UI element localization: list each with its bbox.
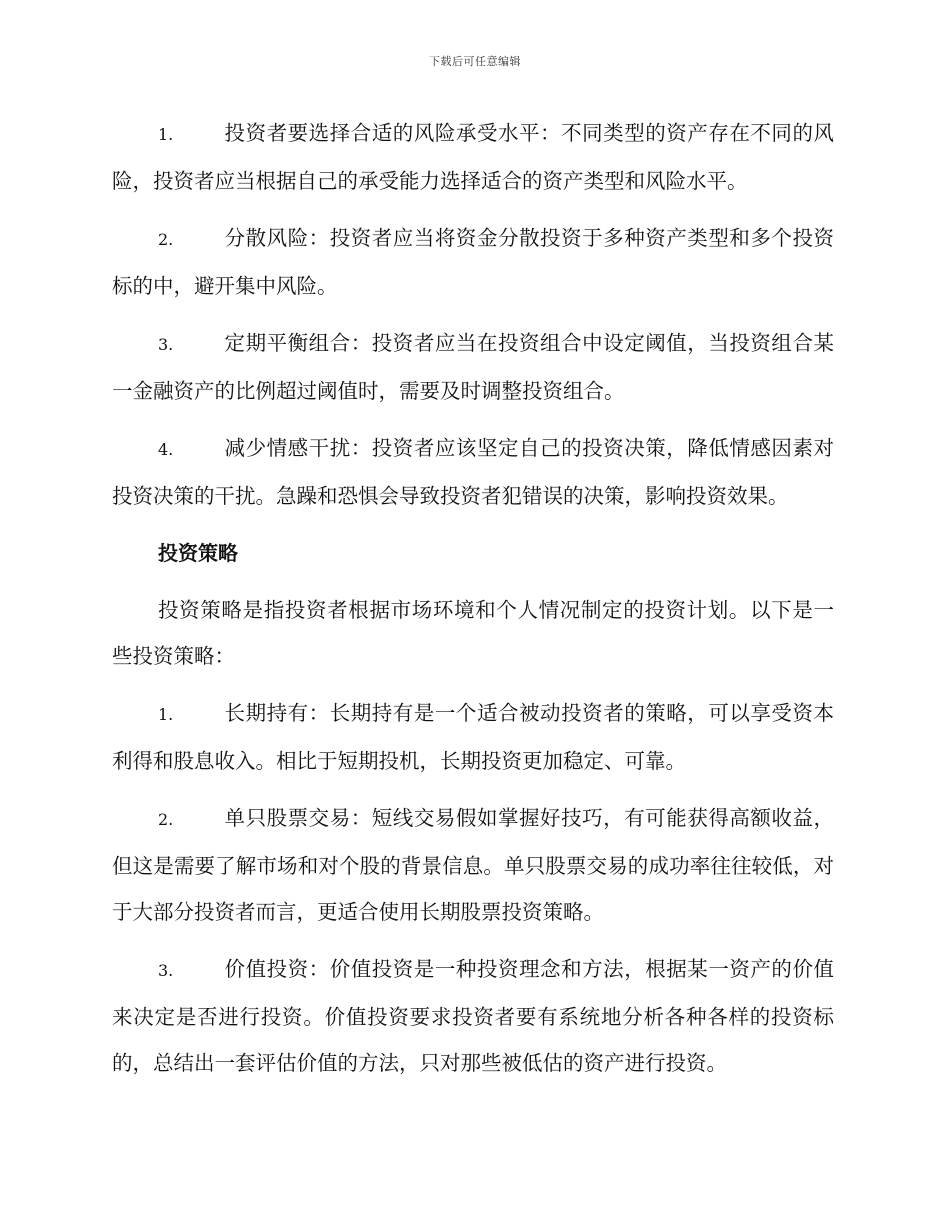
list-item [112,320,834,414]
list-item [112,215,834,309]
list-item [112,425,834,519]
list-text: 价值投资：价值投资是一种投资理念和方法，根据某一资产的价值来决定是否进行投资。价值投资要求投资者要有系统地分析各种各样的投资标的，总结出一套评估价值的方法，只对那些被低估的资产进行投资。 [112,957,834,1075]
list-item [112,690,834,784]
list-number: 2. [158,810,174,829]
list-number: 1. [158,125,174,144]
list-text: 定期平衡组合：投资者应当在投资组合中设定阈值，当投资组合某一金融资产的比例超过阈值时，需要及时调整投资组合。 [112,331,834,403]
list-text: 单只股票交易：短线交易假如掌握好技巧，有可能获得高额收益，但这是需要了解市场和对个股的背景信息。单只股票交易的成功率往往较低，对于大部分投资者而言，更适合使用长期股票投资策略。 [112,806,834,924]
section-intro: 投资策略是指投资者根据市场环境和个人情况制定的投资计划。以下是一些投资策略： [112,598,834,668]
list-number: 4. [158,440,174,459]
list-number: 3. [158,335,174,354]
header-note: 下载后可任意编辑 [429,55,521,68]
list-item [112,110,834,204]
list-text: 减少情感干扰：投资者应该坚定自己的投资决策，降低情感因素对投资决策的干扰。急躁和恐惧会导致投资者犯错误的决策，影响投资效果。 [112,436,834,508]
list-text: 长期持有：长期持有是一个适合被动投资者的策略，可以享受资本利得和股息收入。相比于短期投机，长期投资更加稳定、可靠。 [112,701,834,773]
document-body [112,110,834,1097]
section-title: 投资策略 [158,541,238,565]
list-number: 1. [158,705,174,724]
list-item [112,795,834,935]
list-number: 2. [158,230,174,249]
list-item [112,946,834,1086]
list-number: 3. [158,961,174,980]
list-text: 分散风险：投资者应当将资金分散投资于多种资产类型和多个投资标的中，避开集中风险。 [112,226,834,298]
list-text: 投资者要选择合适的风险承受水平：不同类型的资产存在不同的风险，投资者应当根据自己的承受能力选择适合的资产类型和风险水平。 [112,121,834,193]
